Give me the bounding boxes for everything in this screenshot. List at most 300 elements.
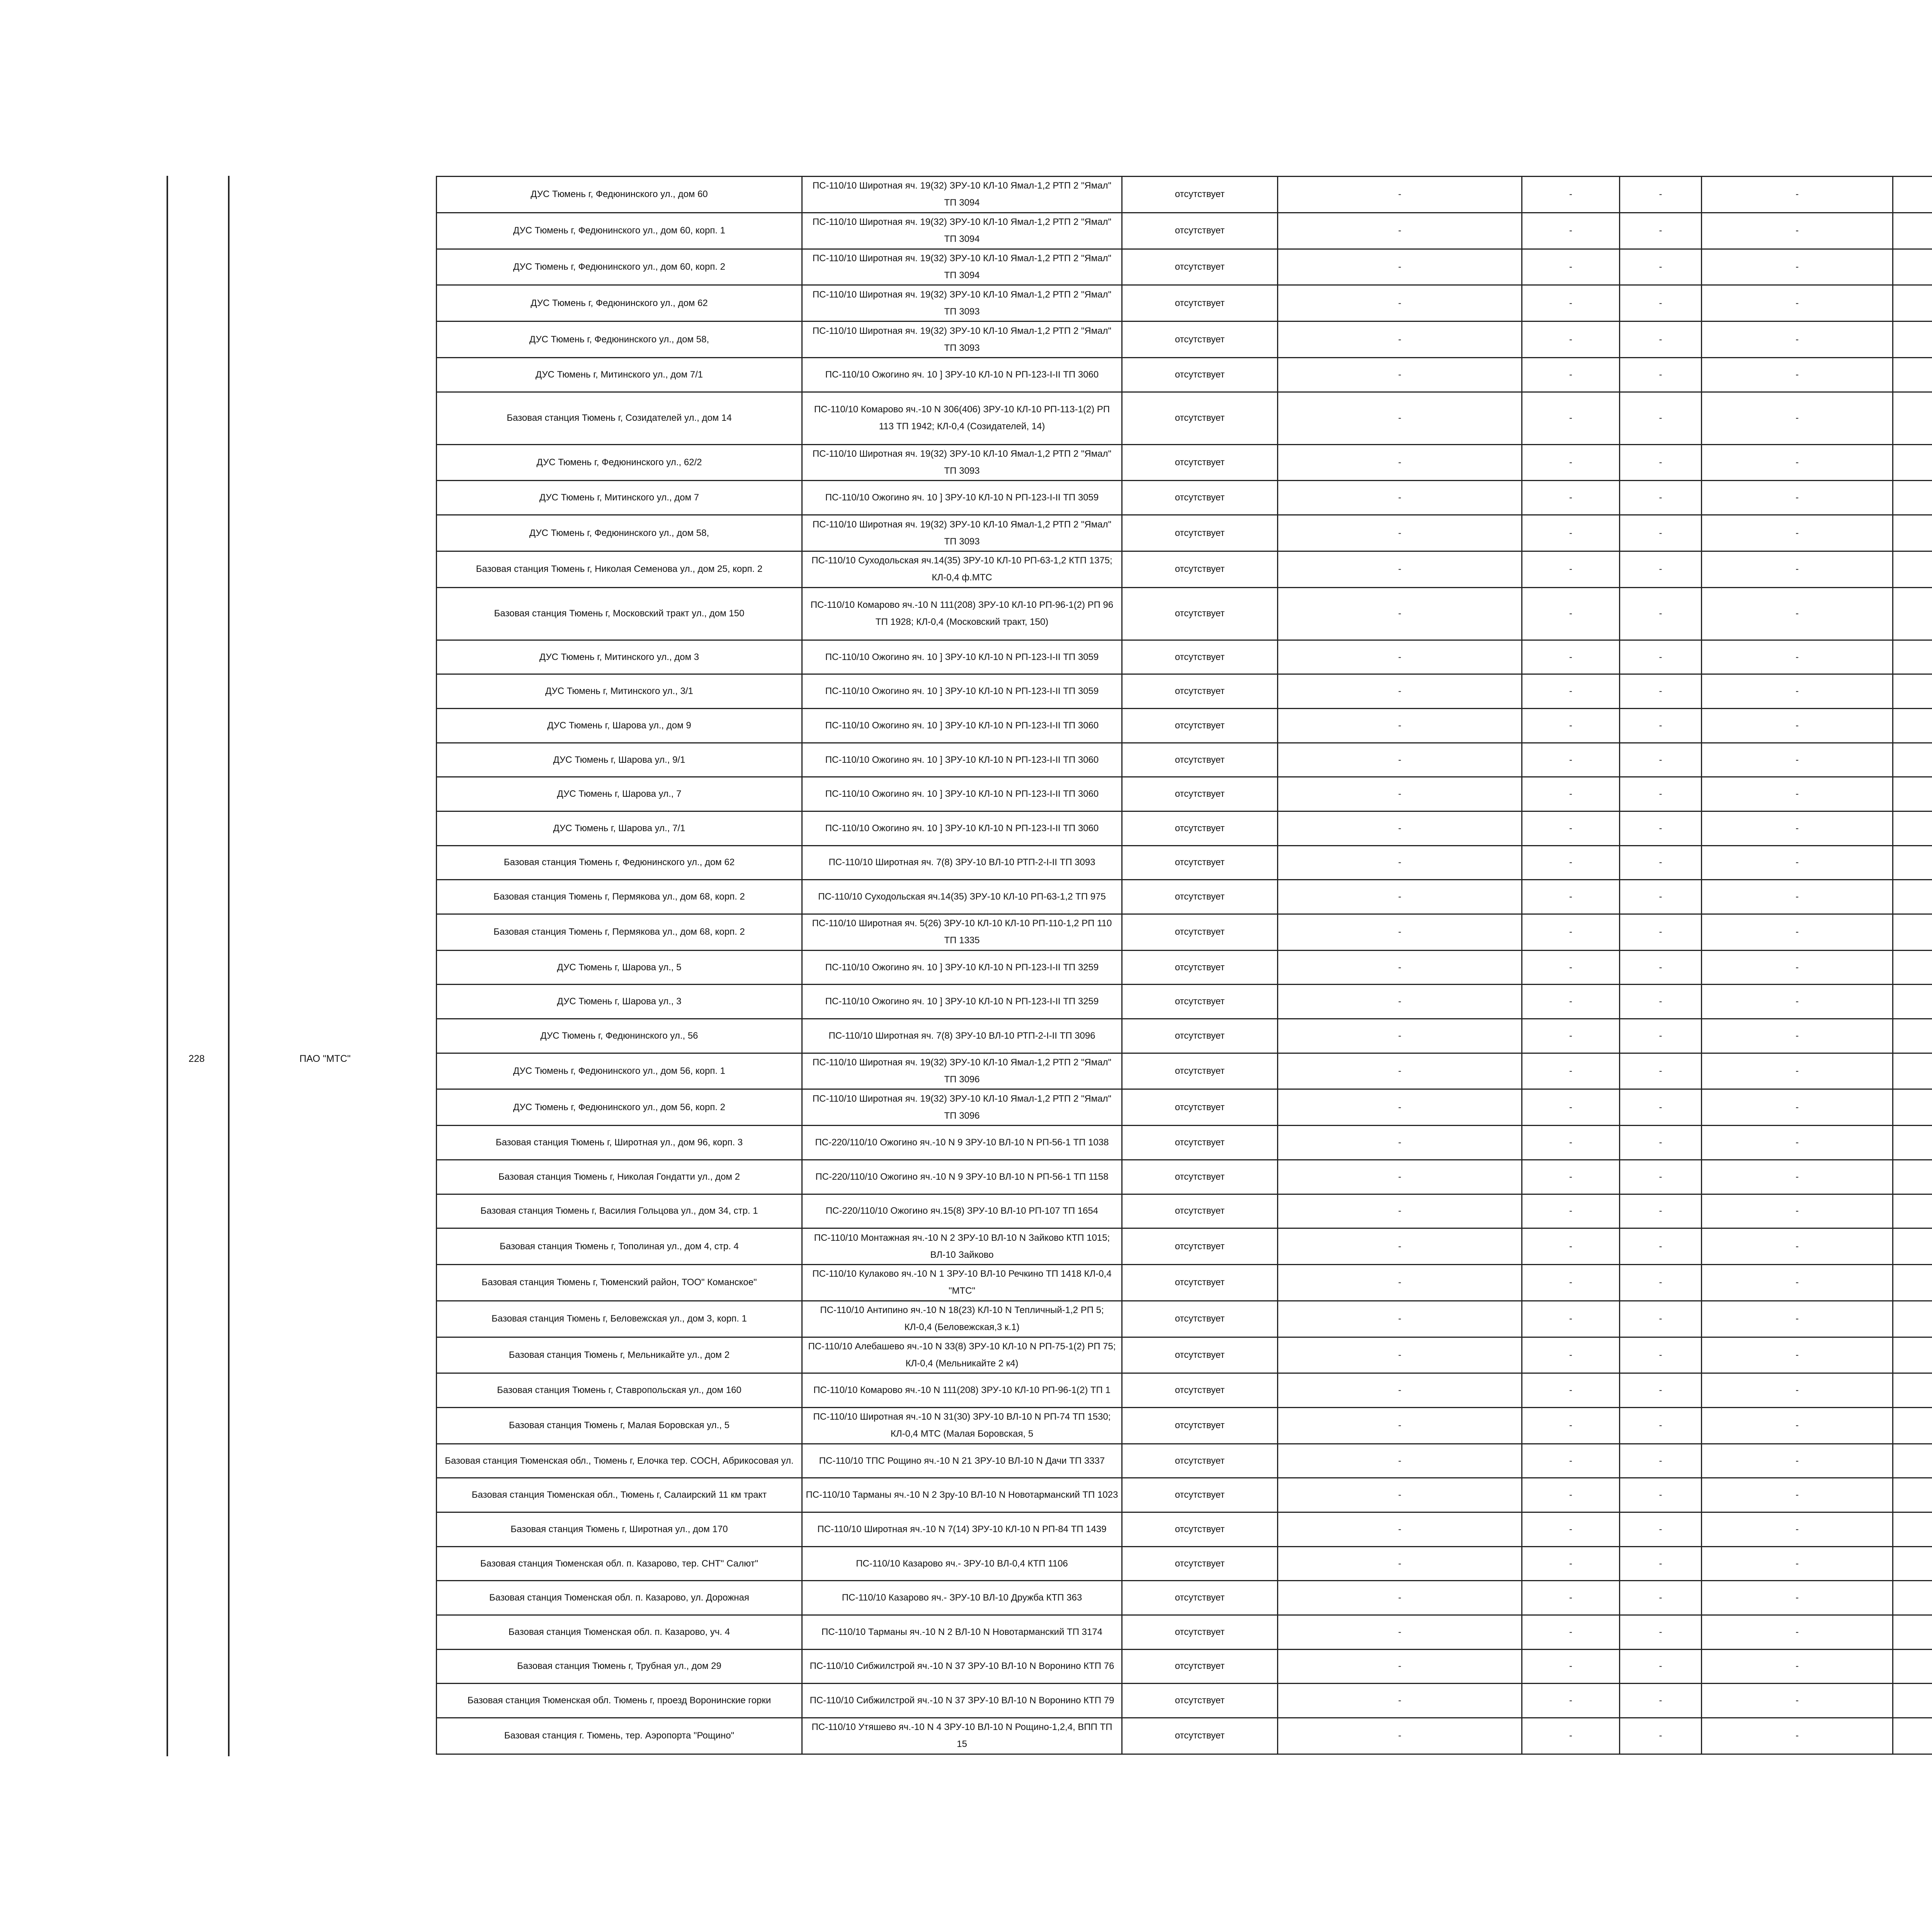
dash-cell: - [1522, 1019, 1620, 1053]
dash-cell: - [1278, 1160, 1522, 1194]
dash-cell: - [1522, 587, 1620, 640]
dash-cell: - [1620, 321, 1702, 358]
status-cell: отсутствует [1122, 1649, 1278, 1684]
dash-cell [1893, 1718, 1932, 1754]
dash-cell: - [1278, 587, 1522, 640]
source-cell: ПС-110/10 Широтная яч. 19(32) ЗРУ-10 КЛ-10 Ямал-1,2 РТП 2 "Ямал" ТП 3096 [802, 1053, 1122, 1089]
dash-cell: - [1620, 1301, 1702, 1337]
object-cell: ДУС Тюмень г, Шарова ул., 9/1 [437, 743, 802, 777]
dash-cell: - [1620, 1373, 1702, 1408]
dash-cell: - [1278, 743, 1522, 777]
dash-cell [1893, 1228, 1932, 1265]
dash-cell [1893, 880, 1932, 914]
status-cell: отсутствует [1122, 1407, 1278, 1444]
dash-cell [1893, 444, 1932, 481]
dash-cell [1893, 392, 1932, 444]
status-cell: отсутствует [1122, 950, 1278, 985]
table-row [437, 845, 1932, 880]
status-cell: отсутствует [1122, 1684, 1278, 1718]
object-cell: Базовая станция Тюменская обл. п. Казарово, уч. 4 [437, 1615, 802, 1649]
dash-cell: - [1620, 1546, 1702, 1581]
object-cell: ДУС Тюмень г, Шарова ул., 5 [437, 950, 802, 985]
status-cell: отсутствует [1122, 914, 1278, 950]
dash-cell: - [1278, 481, 1522, 515]
dash-cell: - [1620, 1649, 1702, 1684]
dash-cell: - [1522, 1228, 1620, 1265]
object-cell: Базовая станция Тюмень г, Малая Боровская ул., 5 [437, 1407, 802, 1444]
source-cell: ПС-110/10 Ожогино яч. 10 ] ЗРУ-10 КЛ-10 N РП-123-I-II ТП 3059 [802, 481, 1122, 515]
table-row [437, 811, 1932, 845]
dash-cell: - [1522, 674, 1620, 709]
table-row [437, 444, 1932, 481]
object-cell: Базовая станция Тюмень г, Широтная ул., дом 96, корп. 3 [437, 1126, 802, 1160]
table-row [437, 1444, 1932, 1478]
table-row [437, 1194, 1932, 1228]
dash-cell: - [1278, 1264, 1522, 1301]
table-row [437, 321, 1932, 358]
dash-cell: - [1702, 481, 1893, 515]
status-cell: отсутствует [1122, 1581, 1278, 1615]
dash-cell [1893, 1126, 1932, 1160]
dash-cell: - [1620, 249, 1702, 285]
dash-cell: - [1620, 481, 1702, 515]
object-cell: Базовая станция Тюмень г, Широтная ул., дом 170 [437, 1512, 802, 1547]
table-row [437, 249, 1932, 285]
object-cell: Базовая станция Тюменская обл. Тюмень г, проезд Воронинские горки [437, 1684, 802, 1718]
dash-cell [1893, 640, 1932, 674]
status-cell: отсутствует [1122, 777, 1278, 811]
dash-cell: - [1522, 321, 1620, 358]
status-cell: отсутствует [1122, 1478, 1278, 1512]
dash-cell [1893, 481, 1932, 515]
dash-cell: - [1702, 880, 1893, 914]
dash-cell: - [1522, 285, 1620, 321]
dash-cell: - [1620, 1581, 1702, 1615]
dash-cell: - [1620, 985, 1702, 1019]
dash-cell: - [1278, 392, 1522, 444]
status-cell: отсутствует [1122, 1053, 1278, 1089]
object-cell: ДУС Тюмень г, Федюнинского ул., дом 56, корп. 2 [437, 1089, 802, 1126]
object-cell: ДУС Тюмень г, Федюнинского ул., дом 58, [437, 321, 802, 358]
dash-cell: - [1522, 1337, 1620, 1373]
status-cell: отсутствует [1122, 1373, 1278, 1408]
dash-cell: - [1522, 1407, 1620, 1444]
source-cell: ПС-110/10 Комарово яч.-10 N 306(406) ЗРУ-10 КЛ-10 РП-113-1(2) РП 113 ТП 1942; КЛ-0,4 (Созидателей, 14) [802, 392, 1122, 444]
dash-cell: - [1278, 640, 1522, 674]
status-cell: отсутствует [1122, 481, 1278, 515]
source-cell: ПС-110/10 Широтная яч. 19(32) ЗРУ-10 КЛ-10 Ямал-1,2 РТП 2 "Ямал" ТП 3093 [802, 515, 1122, 551]
dash-cell: - [1702, 1407, 1893, 1444]
object-cell: ДУС Тюмень г, Федюнинского ул., дом 60, корп. 2 [437, 249, 802, 285]
dash-cell: - [1278, 1478, 1522, 1512]
table-row [437, 285, 1932, 321]
dash-cell [1893, 249, 1932, 285]
table-row [437, 709, 1932, 743]
object-cell: Базовая станция Тюмень г, Василия Гольцова ул., дом 34, стр. 1 [437, 1194, 802, 1228]
dash-cell [1893, 515, 1932, 551]
dash-cell: - [1278, 1228, 1522, 1265]
dash-cell: - [1702, 1649, 1893, 1684]
table-row [437, 481, 1932, 515]
dash-cell: - [1278, 914, 1522, 950]
dash-cell [1893, 321, 1932, 358]
status-cell: отсутствует [1122, 1019, 1278, 1053]
table-row [437, 1264, 1932, 1301]
dash-cell [1893, 1089, 1932, 1126]
table-row [437, 177, 1932, 213]
source-cell: ПС-110/10 Ожогино яч. 10 ] ЗРУ-10 КЛ-10 N РП-123-I-II ТП 3259 [802, 950, 1122, 985]
dash-cell [1893, 1615, 1932, 1649]
dash-cell: - [1702, 321, 1893, 358]
organization-name: ПАО "МТС" [299, 1053, 351, 1064]
object-cell: ДУС Тюмень г, Митинского ул., 3/1 [437, 674, 802, 709]
object-cell: Базовая станция Тюмень г, Беловежская ул., дом 3, корп. 1 [437, 1301, 802, 1337]
dash-cell [1893, 1019, 1932, 1053]
object-cell: ДУС Тюмень г, Митинского ул., дом 7/1 [437, 357, 802, 392]
dash-cell: - [1702, 587, 1893, 640]
source-cell: ПС-110/10 Ожогино яч. 10 ] ЗРУ-10 КЛ-10 N РП-123-I-II ТП 3060 [802, 777, 1122, 811]
object-cell: ДУС Тюмень г, Шарова ул., 7 [437, 777, 802, 811]
dash-cell: - [1620, 444, 1702, 481]
dash-cell: - [1522, 640, 1620, 674]
object-cell: ДУС Тюмень г, Шарова ул., 3 [437, 985, 802, 1019]
source-cell: ПС-110/10 Сибжилстрой яч.-10 N 37 ЗРУ-10 ВЛ-10 N Воронино КТП 76 [802, 1649, 1122, 1684]
object-cell: Базовая станция Тюмень г, Московский тракт ул., дом 150 [437, 587, 802, 640]
dash-cell: - [1620, 587, 1702, 640]
object-cell: Базовая станция Тюменская обл., Тюмень г, Елочка тер. СОСН, Абрикосовая ул. [437, 1444, 802, 1478]
dash-cell: - [1702, 777, 1893, 811]
table-body [437, 177, 1932, 1754]
object-cell: Базовая станция Тюмень г, Николая Гондатти ул., дом 2 [437, 1160, 802, 1194]
table-row [437, 1407, 1932, 1444]
dash-cell: - [1522, 1160, 1620, 1194]
dash-cell: - [1702, 1581, 1893, 1615]
source-cell: ПС-110/10 Сибжилстрой яч.-10 N 37 ЗРУ-10 ВЛ-10 N Воронино КТП 79 [802, 1684, 1122, 1718]
source-cell: ПС-110/10 Ожогино яч. 10 ] ЗРУ-10 КЛ-10 N РП-123-I-II ТП 3060 [802, 743, 1122, 777]
dash-cell: - [1278, 1407, 1522, 1444]
dash-cell: - [1620, 709, 1702, 743]
object-cell: Базовая станция Тюмень г, Мельникайте ул., дом 2 [437, 1337, 802, 1373]
dash-cell: - [1620, 845, 1702, 880]
status-cell: отсутствует [1122, 444, 1278, 481]
dash-cell: - [1702, 1089, 1893, 1126]
object-cell: Базовая станция Тюменская обл. п. Казарово, ул. Дорожная [437, 1581, 802, 1615]
dash-cell: - [1702, 213, 1893, 249]
source-cell: ПС-110/10 Ожогино яч. 10 ] ЗРУ-10 КЛ-10 N РП-123-I-II ТП 3059 [802, 640, 1122, 674]
dash-cell: - [1702, 1301, 1893, 1337]
source-cell: ПС-110/10 Тарманы яч.-10 N 2 Зру-10 ВЛ-10 N Новотарманский ТП 1023 [802, 1478, 1122, 1512]
dash-cell: - [1620, 1512, 1702, 1547]
table-row [437, 640, 1932, 674]
status-cell: отсутствует [1122, 1512, 1278, 1547]
source-cell: ПС-110/10 Ожогино яч. 10 ] ЗРУ-10 КЛ-10 N РП-123-I-II ТП 3060 [802, 811, 1122, 845]
source-cell: ПС-110/10 Комарово яч.-10 N 111(208) ЗРУ-10 КЛ-10 РП-96-1(2) ТП 1 [802, 1373, 1122, 1408]
source-cell: ПС-110/10 Казарово яч.- ЗРУ-10 ВЛ-0,4 КТП 1106 [802, 1546, 1122, 1581]
dash-cell: - [1620, 1160, 1702, 1194]
dash-cell: - [1620, 1053, 1702, 1089]
status-cell: отсутствует [1122, 640, 1278, 674]
dash-cell: - [1702, 709, 1893, 743]
dash-cell: - [1522, 1301, 1620, 1337]
dash-cell: - [1620, 392, 1702, 444]
status-cell: отсутствует [1122, 551, 1278, 587]
dash-cell: - [1278, 1337, 1522, 1373]
status-cell: отсутствует [1122, 392, 1278, 444]
object-cell: Базовая станция Тюмень г, Тюменский район, ТОО" Команское" [437, 1264, 802, 1301]
object-cell: Базовая станция Тюмень г, Созидателей ул., дом 14 [437, 392, 802, 444]
source-cell: ПС-110/10 Ожогино яч. 10 ] ЗРУ-10 КЛ-10 N РП-123-I-II ТП 3060 [802, 709, 1122, 743]
source-cell: ПС-110/10 Ожогино яч. 10 ] ЗРУ-10 КЛ-10 N РП-123-I-II ТП 3259 [802, 985, 1122, 1019]
source-cell: ПС-110/10 Монтажная яч.-10 N 2 ЗРУ-10 ВЛ-10 N Зайково КТП 1015; ВЛ-10 Зайково [802, 1228, 1122, 1265]
dash-cell: - [1522, 1581, 1620, 1615]
dash-cell: - [1620, 285, 1702, 321]
table-row [437, 1301, 1932, 1337]
dash-cell: - [1620, 1126, 1702, 1160]
dash-cell [1893, 777, 1932, 811]
dash-cell [1893, 177, 1932, 213]
dash-cell: - [1702, 845, 1893, 880]
table-row [437, 1089, 1932, 1126]
source-cell: ПС-110/10 Широтная яч. 19(32) ЗРУ-10 КЛ-10 Ямал-1,2 РТП 2 "Ямал" ТП 3096 [802, 1089, 1122, 1126]
left-border-line-1 [167, 176, 168, 1756]
source-cell: ПС-220/110/10 Ожогино яч.15(8) ЗРУ-10 ВЛ-10 РП-107 ТП 1654 [802, 1194, 1122, 1228]
table-row [437, 213, 1932, 249]
dash-cell: - [1620, 551, 1702, 587]
table-row [437, 985, 1932, 1019]
dash-cell [1893, 1373, 1932, 1408]
dash-cell: - [1278, 709, 1522, 743]
dash-cell: - [1278, 1089, 1522, 1126]
dash-cell: - [1702, 1264, 1893, 1301]
dash-cell: - [1702, 811, 1893, 845]
status-cell: отсутствует [1122, 1337, 1278, 1373]
source-cell: ПС-110/10 Суходольская яч.14(35) ЗРУ-10 КЛ-10 РП-63-1,2 КТП 1375; КЛ-0,4 ф.МТС [802, 551, 1122, 587]
status-cell: отсутствует [1122, 1444, 1278, 1478]
dash-cell: - [1620, 515, 1702, 551]
object-cell: ДУС Тюмень г, Митинского ул., дом 3 [437, 640, 802, 674]
left-border-line-2 [228, 176, 230, 1756]
source-cell: ПС-110/10 Антипино яч.-10 N 18(23) КЛ-10 N Тепличный-1,2 РП 5; КЛ-0,4 (Беловежская,3 к.1) [802, 1301, 1122, 1337]
source-cell: ПС-110/10 Широтная яч. 19(32) ЗРУ-10 КЛ-10 Ямал-1,2 РТП 2 "Ямал" ТП 3094 [802, 249, 1122, 285]
dash-cell: - [1278, 1126, 1522, 1160]
status-cell: отсутствует [1122, 1615, 1278, 1649]
dash-cell: - [1278, 1649, 1522, 1684]
dash-cell [1893, 709, 1932, 743]
row-number: 228 [189, 1053, 205, 1064]
dash-cell: - [1278, 985, 1522, 1019]
dash-cell: - [1278, 1615, 1522, 1649]
dash-cell: - [1522, 1194, 1620, 1228]
status-cell: отсутствует [1122, 515, 1278, 551]
dash-cell: - [1620, 743, 1702, 777]
dash-cell: - [1620, 177, 1702, 213]
table-row [437, 1649, 1932, 1684]
dash-cell: - [1702, 357, 1893, 392]
source-cell: ПС-110/10 Широтная яч. 19(32) ЗРУ-10 КЛ-10 Ямал-1,2 РТП 2 "Ямал" ТП 3094 [802, 213, 1122, 249]
dash-cell: - [1702, 1684, 1893, 1718]
dash-cell [1893, 985, 1932, 1019]
dash-cell: - [1278, 1684, 1522, 1718]
status-cell: отсутствует [1122, 811, 1278, 845]
dash-cell: - [1620, 357, 1702, 392]
dash-cell: - [1702, 743, 1893, 777]
dash-cell: - [1620, 1478, 1702, 1512]
dash-cell: - [1278, 285, 1522, 321]
dash-cell [1893, 950, 1932, 985]
object-cell: ДУС Тюмень г, Федюнинского ул., дом 60, корп. 1 [437, 213, 802, 249]
dash-cell: - [1522, 709, 1620, 743]
dash-cell: - [1702, 1228, 1893, 1265]
status-cell: отсутствует [1122, 880, 1278, 914]
status-cell: отсутствует [1122, 1718, 1278, 1754]
dash-cell: - [1620, 880, 1702, 914]
dash-cell: - [1522, 481, 1620, 515]
dash-cell: - [1522, 1478, 1620, 1512]
status-cell: отсутствует [1122, 1546, 1278, 1581]
dash-cell: - [1620, 1407, 1702, 1444]
dash-cell [1893, 811, 1932, 845]
table-row [437, 1228, 1932, 1265]
dash-cell: - [1620, 640, 1702, 674]
dash-cell: - [1620, 1228, 1702, 1265]
dash-cell: - [1522, 1512, 1620, 1547]
object-cell: ДУС Тюмень г, Федюнинского ул., дом 60 [437, 177, 802, 213]
status-cell: отсутствует [1122, 1301, 1278, 1337]
source-cell: ПС-110/10 Широтная яч. 5(26) ЗРУ-10 КЛ-10 КЛ-10 РП-110-1,2 РП 110 ТП 1335 [802, 914, 1122, 950]
status-cell: отсутствует [1122, 1160, 1278, 1194]
dash-cell: - [1278, 213, 1522, 249]
dash-cell [1893, 674, 1932, 709]
table-row [437, 1373, 1932, 1408]
dash-cell [1893, 1194, 1932, 1228]
source-cell: ПС-110/10 Широтная яч. 7(8) ЗРУ-10 ВЛ-10 РТП-2-I-II ТП 3093 [802, 845, 1122, 880]
object-cell: ДУС Тюмень г, Митинского ул., дом 7 [437, 481, 802, 515]
source-cell: ПС-110/10 Широтная яч.-10 N 31(30) ЗРУ-10 ВЛ-10 N РП-74 ТП 1530; КЛ-0,4 МТС (Малая Боровская, 5 [802, 1407, 1122, 1444]
dash-cell: - [1702, 515, 1893, 551]
table-row [437, 880, 1932, 914]
dash-cell: - [1278, 1019, 1522, 1053]
dash-cell: - [1620, 1264, 1702, 1301]
source-cell: ПС-110/10 Широтная яч. 19(32) ЗРУ-10 КЛ-10 Ямал-1,2 РТП 2 "Ямал" ТП 3094 [802, 177, 1122, 213]
dash-cell: - [1522, 1089, 1620, 1126]
dash-cell: - [1522, 1615, 1620, 1649]
dash-cell: - [1702, 249, 1893, 285]
dash-cell: - [1702, 1546, 1893, 1581]
dash-cell: - [1278, 1718, 1522, 1754]
connections-table [436, 176, 1932, 1755]
dash-cell: - [1702, 444, 1893, 481]
dash-cell [1893, 1478, 1932, 1512]
dash-cell: - [1620, 1019, 1702, 1053]
object-cell: ДУС Тюмень г, Федюнинского ул., 62/2 [437, 444, 802, 481]
dash-cell [1893, 357, 1932, 392]
table-row [437, 1478, 1932, 1512]
object-cell: Базовая станция г. Тюмень, тер. Аэропорта "Рощино" [437, 1718, 802, 1754]
dash-cell [1893, 1684, 1932, 1718]
table-row [437, 914, 1932, 950]
dash-cell: - [1278, 1373, 1522, 1408]
status-cell: отсутствует [1122, 1264, 1278, 1301]
status-cell: отсутствует [1122, 674, 1278, 709]
object-cell: ДУС Тюмень г, Федюнинского ул., дом 62 [437, 285, 802, 321]
dash-cell: - [1278, 1194, 1522, 1228]
status-cell: отсутствует [1122, 709, 1278, 743]
source-cell: ПС-110/10 Комарово яч.-10 N 111(208) ЗРУ-10 КЛ-10 РП-96-1(2) РП 96 ТП 1928; КЛ-0,4 (Московский тракт, 150) [802, 587, 1122, 640]
dash-cell: - [1522, 1546, 1620, 1581]
source-cell: ПС-110/10 Широтная яч. 19(32) ЗРУ-10 КЛ-10 Ямал-1,2 РТП 2 "Ямал" ТП 3093 [802, 321, 1122, 358]
dash-cell [1893, 285, 1932, 321]
dash-cell [1893, 1053, 1932, 1089]
status-cell: отсутствует [1122, 1194, 1278, 1228]
status-cell: отсутствует [1122, 249, 1278, 285]
status-cell: отсутствует [1122, 285, 1278, 321]
dash-cell [1893, 1337, 1932, 1373]
dash-cell: - [1702, 551, 1893, 587]
dash-cell: - [1278, 1444, 1522, 1478]
dash-cell: - [1702, 1615, 1893, 1649]
dash-cell: - [1702, 1512, 1893, 1547]
table-row [437, 587, 1932, 640]
dash-cell: - [1620, 213, 1702, 249]
dash-cell: - [1702, 1160, 1893, 1194]
dash-cell: - [1522, 177, 1620, 213]
table-row [437, 1581, 1932, 1615]
status-cell: отсутствует [1122, 985, 1278, 1019]
object-cell: Базовая станция Тюменская обл. п. Казарово, тер. СНТ" Салют" [437, 1546, 802, 1581]
source-cell: ПС-110/10 Широтная яч. 19(32) ЗРУ-10 КЛ-10 Ямал-1,2 РТП 2 "Ямал" ТП 3093 [802, 285, 1122, 321]
dash-cell: - [1702, 674, 1893, 709]
source-cell: ПС-110/10 ТПС Рощино яч.-10 N 21 ЗРУ-10 ВЛ-10 N Дачи ТП 3337 [802, 1444, 1122, 1478]
dash-cell [1893, 1649, 1932, 1684]
object-cell: Базовая станция Тюмень г, Пермякова ул., дом 68, корп. 2 [437, 880, 802, 914]
dash-cell: - [1620, 674, 1702, 709]
dash-cell: - [1702, 1019, 1893, 1053]
table-row [437, 1160, 1932, 1194]
dash-cell: - [1522, 1684, 1620, 1718]
dash-cell [1893, 587, 1932, 640]
dash-cell: - [1278, 1546, 1522, 1581]
table-row [437, 392, 1932, 444]
dash-cell: - [1620, 914, 1702, 950]
dash-cell [1893, 914, 1932, 950]
dash-cell: - [1278, 674, 1522, 709]
source-cell: ПС-110/10 Ожогино яч. 10 ] ЗРУ-10 КЛ-10 N РП-123-I-II ТП 3059 [802, 674, 1122, 709]
table-row [437, 674, 1932, 709]
object-cell: Базовая станция Тюмень г, Федюнинского ул., дом 62 [437, 845, 802, 880]
dash-cell: - [1522, 811, 1620, 845]
object-cell: Базовая станция Тюменская обл., Тюмень г, Салаирский 11 км тракт [437, 1478, 802, 1512]
dash-cell: - [1522, 914, 1620, 950]
dash-cell: - [1702, 1053, 1893, 1089]
object-cell: ДУС Тюмень г, Шарова ул., дом 9 [437, 709, 802, 743]
table-row [437, 1053, 1932, 1089]
dash-cell: - [1522, 515, 1620, 551]
dash-cell [1893, 1444, 1932, 1478]
table-row [437, 1615, 1932, 1649]
dash-cell: - [1278, 1053, 1522, 1089]
dash-cell: - [1278, 1301, 1522, 1337]
dash-cell: - [1278, 811, 1522, 845]
dash-cell: - [1522, 1444, 1620, 1478]
table-row [437, 1126, 1932, 1160]
status-cell: отсутствует [1122, 845, 1278, 880]
dash-cell: - [1620, 777, 1702, 811]
dash-cell: - [1522, 777, 1620, 811]
dash-cell: - [1278, 950, 1522, 985]
dash-cell [1893, 845, 1932, 880]
dash-cell [1893, 1546, 1932, 1581]
dash-cell [1893, 1301, 1932, 1337]
